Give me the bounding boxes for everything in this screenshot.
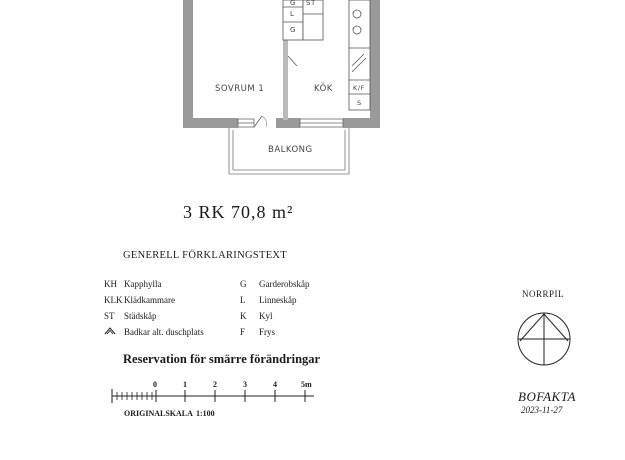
apartment-title: 3 RK 70,8 m² (183, 202, 294, 222)
room-label-balkong: BALKONG (268, 145, 313, 155)
legend-heading: GENERELL FÖRKLARINGSTEXT (123, 250, 288, 261)
cabinet-tag: L (290, 10, 295, 18)
kitchen-tag: S (357, 99, 362, 107)
legend-item: KLK Klädkammare (104, 295, 175, 305)
scale-tick-label: 4 (273, 380, 277, 389)
wall-left (183, 0, 193, 128)
scale-tick-label: 1 (183, 380, 187, 389)
legend-item: Badkar alt. duschplats (104, 324, 234, 340)
north-label: NORRPIL (522, 289, 565, 299)
partition-wall (283, 40, 288, 120)
kitchen-tag: K/F (353, 84, 365, 92)
window-right (300, 119, 343, 127)
floor-plan (0, 0, 625, 200)
scale-label: ORIGINALSKALA (124, 409, 193, 418)
cabinet-tag: G (290, 0, 296, 7)
legend-item: ST Städskåp (104, 311, 157, 321)
wall-bottom-right (343, 118, 380, 128)
room-label-kok: KÖK (314, 84, 333, 94)
scale-tick-label: 0 (153, 380, 157, 389)
scale-ratio: 1:100 (196, 409, 215, 418)
door-inner (288, 56, 297, 66)
room-label-sovrum: SOVRUM 1 (215, 84, 265, 94)
wall-bottom-left (183, 118, 238, 128)
legend-item: K Kyl (240, 311, 273, 321)
brand-date: 2023-11-27 (521, 405, 563, 415)
door-swing (254, 116, 262, 127)
brand-name: BOFAKTA (518, 389, 576, 404)
scale-tick-label: 3 (243, 380, 247, 389)
wall-right (370, 0, 380, 128)
st-tag: ST (306, 0, 316, 7)
north-arrow-icon (515, 310, 575, 370)
bathtub-icon (104, 324, 124, 340)
scale-tick-label: 5m (301, 380, 312, 389)
kitchen-counter (349, 0, 370, 110)
scale-tick-label: 2 (213, 380, 217, 389)
cabinets (283, 0, 323, 40)
reservation-note: Reservation för smärre förändringar (123, 352, 321, 366)
legend-item: G Garderobskåp (240, 279, 310, 289)
legend-item: L Linneskåp (240, 295, 297, 305)
legend-item: F Frys (240, 327, 276, 337)
window-left (238, 119, 254, 127)
legend-left (104, 276, 234, 340)
cabinet-tag: G (290, 26, 296, 34)
legend-item: KH Kapphylla (104, 279, 162, 289)
legend-right (240, 276, 370, 340)
